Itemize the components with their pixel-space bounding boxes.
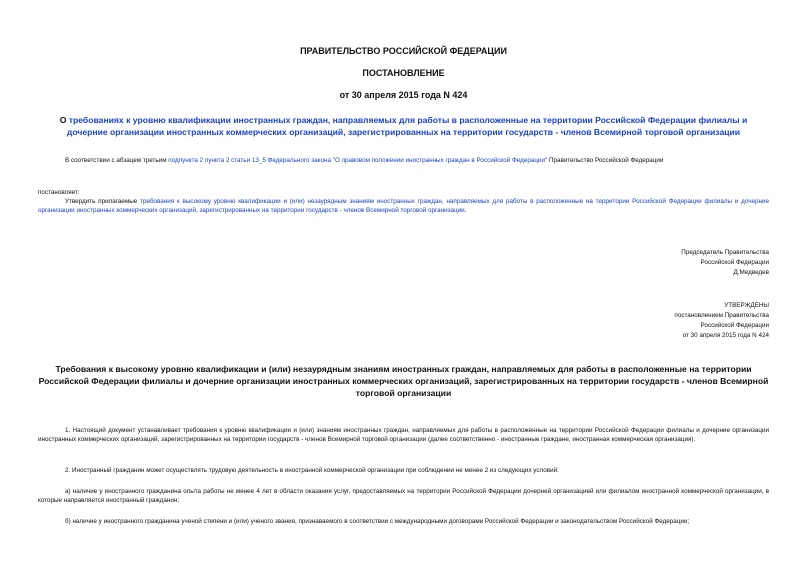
date-number-heading: от 30 апреля 2015 года N 424 (339, 90, 468, 100)
preamble-text-start: В соответствии с абзацем третьим (65, 157, 169, 164)
requirements-item-2a: а) наличие у иностранного гражданина опыта работы не менее 4 лет в области оказания услуг, предоставляемых на территории Российской Федерации дочерней организацией или филиалом иностранной коммерческой организации, в которые направляется иностранный гражданин; (38, 488, 769, 504)
law-reference-link[interactable]: подпункта 2 пункта 2 статьи 13_5 Федерального закона "О правовом положении иностранных граждан в Российской Федерации" (168, 157, 548, 164)
approval-line-4: от 30 апреля 2015 года N 424 (682, 332, 769, 339)
signature-position: Председатель Правительства (681, 249, 769, 256)
approval-line-3: Российской Федерации (700, 322, 769, 329)
postanovlyaet-text: постановляет: (38, 189, 80, 196)
title-link[interactable]: требованиях к уровню квалификации иностранных граждан, направляемых для работы в расположенные на территории Российской Федерации филиалы и дочерние организации иностранных коммерческих организаций, зарегистрированных на территории государств - членов Всемирной торговой организации (66, 115, 748, 137)
requirements-item-2b: б) наличие у иностранного гражданина ученой степени и (или) ученого звания, признаваемого в соответствии с международными договорами Российской Федерации и законодательством Российской Федерации; (65, 518, 690, 525)
government-heading: ПРАВИТЕЛЬСТВО РОССИЙСКОЙ ФЕДЕРАЦИИ (300, 46, 507, 56)
requirements-item-1: 1. Настоящий документ устанавливает требования к уровню квалификации и (или) знаниям иностранных граждан, направляемых для работы в расположенные на территории Российской Федерации филиалы и дочерние организации иностранных коммерческих организаций, зарегистрированных на территории государств - членов Всемирной торговой организации (далее соответственно - иностранные граждане, иностранная коммерческая организация). (38, 427, 769, 443)
approval-line-2: постановлением Правительства (674, 312, 769, 319)
approve-text-start: Утвердить прилагаемые (65, 198, 141, 205)
approval-block (674, 301, 769, 341)
preamble-text-end: Правительство Российской Федерации (547, 157, 664, 164)
signature-block (681, 248, 769, 278)
preamble-paragraph (65, 156, 775, 165)
requirements-link[interactable]: требования к высокому уровню квалификации и (или) незаурядным знаниям иностранных граждан, направляемых для работы в расположенные на территории Российской Федерации филиалы и дочерние организации иностранных коммерческих организаций, зарегистрированных на территории государств - членов Всемирной торговой организации (38, 198, 769, 214)
approve-text-end: . (464, 207, 467, 214)
requirements-item-2: 2. Иностранный гражданин может осуществлять трудовую деятельность в иностранной коммерческой организации при соблюдении не менее 2 из следующих условий: (65, 467, 559, 474)
document-type-heading: ПОСТАНОВЛЕНИЕ (362, 68, 445, 78)
signature-country: Российской Федерации (700, 259, 769, 266)
signature-name: Д.Медведев (733, 269, 769, 276)
approval-heading: УТВЕРЖДЕНЫ (724, 302, 769, 309)
document-title (40, 114, 767, 138)
title-prefix: О (59, 115, 69, 125)
requirements-title: Требования к высокому уровню квалификации и (или) незаурядным знаниям иностранных граждан, направляемых для работы в расположенные на территории Российской Федерации филиалы и дочерние организации иностранных коммерческих организаций, зарегистрированных на территории государств - членов Всемирной торговой организации (38, 364, 769, 398)
approve-paragraph (38, 197, 769, 215)
